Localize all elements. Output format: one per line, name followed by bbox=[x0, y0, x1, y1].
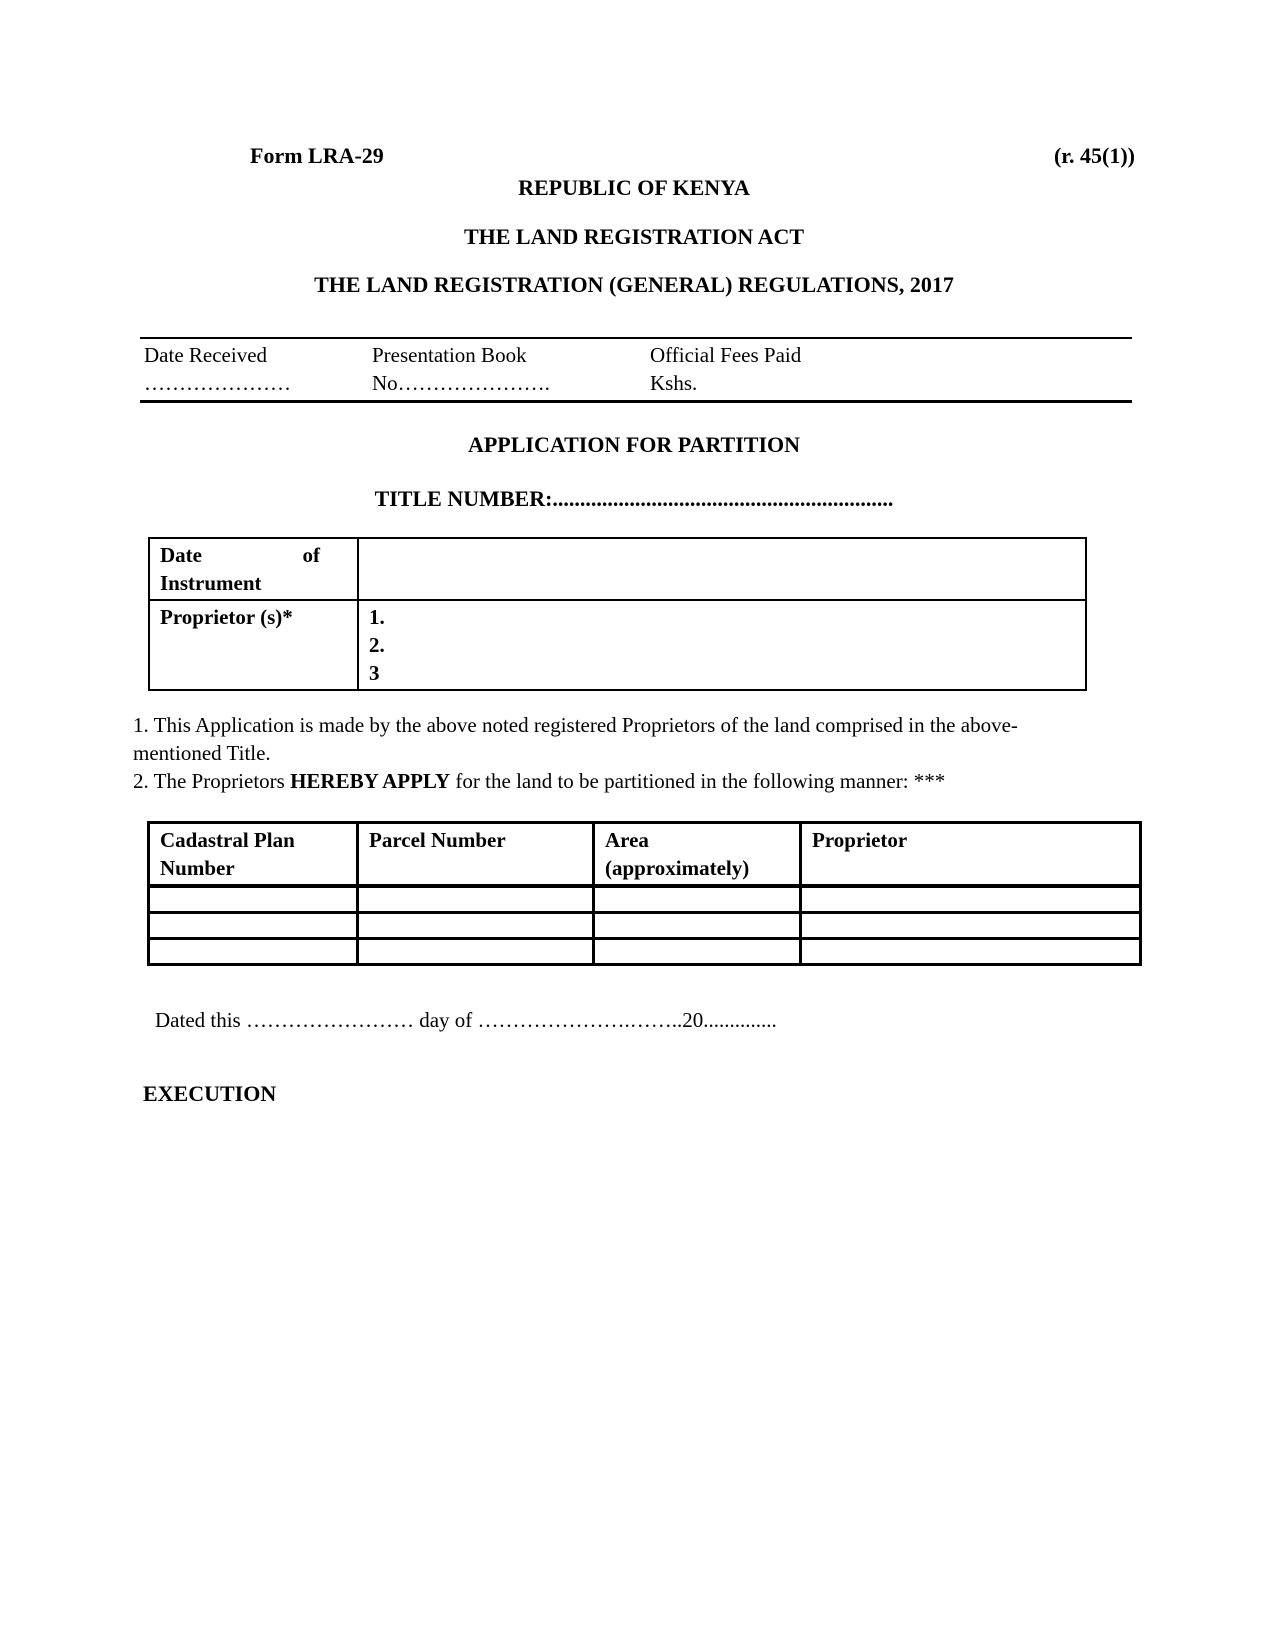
office-col-official-fees bbox=[650, 341, 1132, 397]
table-row bbox=[149, 886, 1141, 912]
table-row bbox=[149, 538, 1086, 600]
clause-1: 1. This Application is made by the above noted registered Proprietors of the land comprised in the above-mentioned Title. bbox=[133, 713, 1018, 765]
partition-table bbox=[147, 821, 1142, 966]
clause-2-suffix: for the land to be partitioned in the following manner: *** bbox=[450, 769, 946, 793]
office-col-presentation-book bbox=[372, 341, 650, 397]
table-cell bbox=[594, 886, 801, 912]
table-cell bbox=[358, 912, 594, 938]
table-cell bbox=[801, 938, 1141, 964]
rule-reference: (r. 45(1)) bbox=[1053, 143, 1135, 168]
office-col-date-received bbox=[144, 341, 372, 397]
official-fees-label: Official Fees Paid bbox=[650, 343, 802, 367]
title-number-line: TITLE NUMBER:.............................................................. bbox=[374, 486, 894, 511]
form-header-row bbox=[133, 142, 1135, 170]
date-of-instrument-label-cell bbox=[149, 538, 358, 600]
table-cell bbox=[358, 886, 594, 912]
table-cell bbox=[149, 886, 358, 912]
date-received-label: Date Received bbox=[144, 343, 268, 367]
table-cell bbox=[594, 938, 801, 964]
col-header-proprietor: Proprietor bbox=[801, 823, 1141, 887]
proprietor-line-3: 3 bbox=[369, 661, 380, 685]
date-of-instrument-label: Date of Instrument bbox=[160, 543, 320, 595]
table-row bbox=[149, 938, 1141, 964]
proprietor-line-2: 2. bbox=[369, 633, 385, 657]
application-title: APPLICATION FOR PARTITION bbox=[467, 432, 801, 457]
col-header-area: Area (approximately) bbox=[594, 823, 801, 887]
execution-heading: EXECUTION bbox=[143, 1080, 277, 1106]
official-fees-value: Kshs. bbox=[650, 371, 698, 395]
heading-regulations: THE LAND REGISTRATION (GENERAL) REGULATIONS, 2017 bbox=[314, 272, 954, 297]
col-header-cadastral-plan-number: Cadastral Plan Number bbox=[149, 823, 358, 887]
table-cell bbox=[801, 886, 1141, 912]
clauses-block bbox=[133, 711, 1093, 795]
col-header-parcel-number: Parcel Number bbox=[358, 823, 594, 887]
clause-2-prefix: 2. The Proprietors bbox=[133, 769, 291, 793]
partition-header-row bbox=[149, 823, 1141, 887]
official-use-box bbox=[140, 337, 1132, 403]
clause-2-bold: HEREBY APPLY bbox=[290, 769, 451, 793]
table-row bbox=[149, 600, 1086, 690]
date-received-dots: ………………… bbox=[144, 371, 291, 395]
heading-act: THE LAND REGISTRATION ACT bbox=[463, 224, 805, 249]
dated-line: Dated this …………………… day of ………………….……..20.............. bbox=[155, 1007, 777, 1032]
proprietors-label-cell: Proprietor (s)* bbox=[149, 600, 358, 690]
proprietor-line-1: 1. bbox=[369, 605, 385, 629]
clause-2 bbox=[133, 767, 1093, 795]
table-cell bbox=[149, 912, 358, 938]
table-cell bbox=[594, 912, 801, 938]
form-number: Form LRA-29 bbox=[250, 143, 384, 168]
table-cell bbox=[149, 938, 358, 964]
presentation-book-value: No…………………. bbox=[372, 371, 550, 395]
proprietors-value-cell bbox=[358, 600, 1086, 690]
date-of-instrument-value-cell bbox=[358, 538, 1086, 600]
heading-republic: REPUBLIC OF KENYA bbox=[518, 175, 750, 200]
instrument-table bbox=[148, 537, 1087, 691]
table-cell bbox=[358, 938, 594, 964]
table-cell bbox=[801, 912, 1141, 938]
table-row bbox=[149, 912, 1141, 938]
presentation-book-label: Presentation Book bbox=[372, 343, 527, 367]
